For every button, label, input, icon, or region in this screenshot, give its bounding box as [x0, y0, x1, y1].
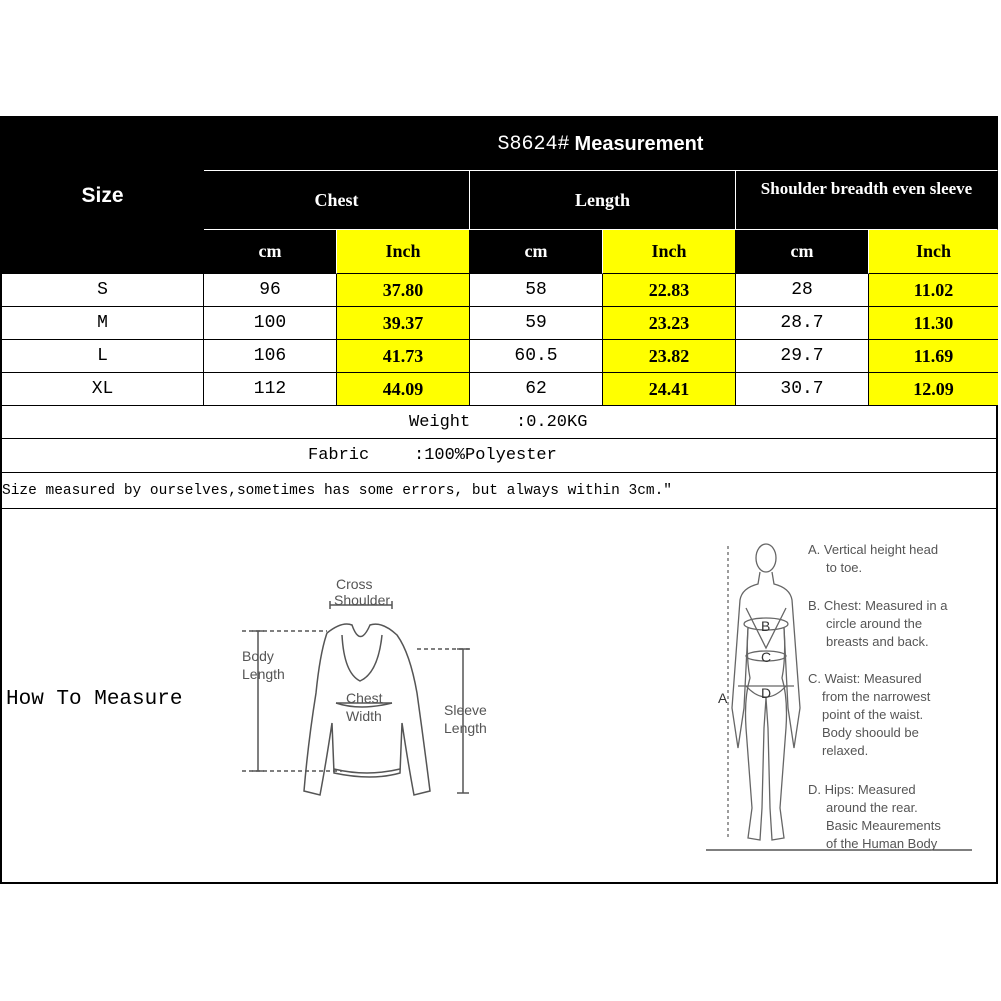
sleeve-length-label-2: Length	[444, 720, 487, 736]
row-m-size	[2, 307, 204, 340]
note-d-line: D. Hips: Measured	[808, 782, 916, 797]
weight-value: :0.20KG	[516, 412, 588, 432]
group-shoulder	[736, 171, 998, 230]
row-xl-size	[2, 373, 204, 406]
row-xl-shoulder-inch	[869, 373, 998, 406]
cell-value: 62	[525, 379, 547, 399]
title-code: S8624#	[497, 132, 570, 156]
unit-length-inch	[603, 230, 736, 274]
note-c-line: Body shoould be	[822, 725, 919, 740]
table-title	[204, 118, 998, 171]
row-xl-length-cm	[470, 373, 603, 406]
row-l-length-inch	[603, 340, 736, 373]
cell-value: 28.7	[780, 313, 824, 333]
cell-value: 106	[253, 346, 287, 366]
size-label: L	[97, 346, 108, 366]
cell-value: 112	[253, 379, 287, 399]
row-s-shoulder-cm	[736, 274, 869, 307]
letter-c: C	[761, 649, 772, 665]
cross-shoulder-label-1: Cross	[336, 576, 373, 592]
unit-chest-cm	[204, 230, 337, 274]
fabric-row	[2, 439, 998, 473]
cell-value: 44.09	[382, 378, 424, 399]
note-d-line: Basic Meaurements	[826, 818, 941, 833]
cell-value: 30.7	[780, 379, 824, 399]
size-label: S	[97, 280, 108, 300]
row-l-chest-inch	[337, 340, 470, 373]
row-xl-chest-cm	[204, 373, 337, 406]
row-l-chest-cm	[204, 340, 337, 373]
row-xl-length-inch	[603, 373, 736, 406]
unit-label: cm	[258, 241, 282, 261]
garment-diagram	[232, 573, 512, 813]
row-s-shoulder-inch	[869, 274, 998, 307]
chest-width-label-1: Chest	[346, 690, 383, 706]
row-m-chest-inch	[337, 307, 470, 340]
row-l-shoulder-cm	[736, 340, 869, 373]
group-length-label: Length	[574, 189, 630, 210]
size-header-label: Size	[81, 183, 124, 207]
row-m-length-cm	[470, 307, 603, 340]
weight-row	[2, 406, 998, 439]
note-c-line: relaxed.	[822, 743, 869, 758]
letter-b: B	[761, 618, 771, 634]
row-m-shoulder-cm	[736, 307, 869, 340]
group-shoulder-label: Shoulder breadth even sleeve	[760, 179, 973, 198]
unit-shoulder-cm	[736, 230, 869, 274]
cell-value: 12.09	[913, 378, 954, 399]
cell-value: 28	[791, 280, 813, 300]
cell-value: 11.02	[913, 279, 954, 300]
note-c-line: point of the waist.	[822, 707, 924, 722]
row-m-chest-cm	[204, 307, 337, 340]
cell-value: 22.83	[648, 279, 690, 300]
group-length	[470, 171, 736, 230]
letter-d: D	[761, 685, 772, 701]
note-b-line: breasts and back.	[826, 634, 929, 649]
disclaimer-text: Size measured by ourselves,sometimes has some errors, but always within 3cm."	[2, 482, 673, 499]
unit-label: cm	[790, 241, 814, 261]
cell-value: 59	[525, 313, 547, 333]
note-c-line: C. Waist: Measured	[808, 671, 922, 686]
how-to-measure-label: How To Measure	[6, 688, 183, 711]
note-a-line: A. Vertical height head	[808, 542, 939, 557]
note-d-line: around the rear.	[826, 800, 918, 815]
row-l-shoulder-inch	[869, 340, 998, 373]
cell-value: 24.41	[648, 378, 690, 399]
unit-label: Inch	[651, 241, 687, 261]
sleeve-length-label-1: Sleeve	[444, 702, 487, 718]
disclaimer-row	[2, 473, 998, 509]
cell-value: 58	[525, 280, 547, 300]
note-b-line: B. Chest: Measured in a	[808, 598, 948, 613]
unit-chest-inch	[337, 230, 470, 274]
title-word: Measurement	[574, 132, 704, 155]
cell-value: 23.82	[648, 345, 690, 366]
row-l-length-cm	[470, 340, 603, 373]
cell-value: 29.7	[780, 346, 824, 366]
unit-label: Inch	[385, 241, 421, 261]
note-a-line: to toe.	[826, 560, 863, 575]
row-s-length-cm	[470, 274, 603, 307]
cell-value: 39.37	[382, 312, 424, 333]
unit-length-cm	[470, 230, 603, 274]
body-length-label-2: Length	[242, 666, 285, 682]
row-s-length-inch	[603, 274, 736, 307]
body-length-label-1: Body	[242, 648, 274, 664]
row-m-length-inch	[603, 307, 736, 340]
fabric-label: Fabric	[308, 446, 370, 465]
cell-value: 11.30	[913, 312, 954, 333]
row-m-shoulder-inch	[869, 307, 998, 340]
fabric-value: :100%Polyester	[414, 446, 557, 465]
unit-label: cm	[524, 241, 548, 261]
unit-label: Inch	[915, 241, 951, 261]
cell-value: 60.5	[514, 346, 558, 366]
weight-label: Weight	[409, 412, 471, 432]
cell-value: 96	[259, 280, 281, 300]
row-xl-shoulder-cm	[736, 373, 869, 406]
row-s-chest-cm	[204, 274, 337, 307]
group-chest-label: Chest	[314, 189, 359, 210]
letter-a: A	[718, 690, 728, 706]
cell-value: 37.80	[382, 279, 424, 300]
row-xl-chest-inch	[337, 373, 470, 406]
group-chest	[204, 171, 470, 230]
cell-value: 11.69	[913, 345, 954, 366]
cell-value: 41.73	[382, 345, 424, 366]
size-label: XL	[91, 379, 114, 399]
cell-value: 23.23	[648, 312, 690, 333]
row-s-size	[2, 274, 204, 307]
note-c-line: from the narrowest	[822, 689, 931, 704]
note-d-line: of the Human Body	[826, 836, 938, 851]
size-header	[2, 118, 204, 274]
row-s-chest-inch	[337, 274, 470, 307]
size-chart	[0, 116, 998, 884]
size-label: M	[97, 313, 108, 333]
unit-shoulder-inch	[869, 230, 998, 274]
cell-value: 100	[253, 313, 287, 333]
row-l-size	[2, 340, 204, 373]
note-b-line: circle around the	[826, 616, 923, 631]
cross-shoulder-label-2: Shoulder	[334, 592, 391, 608]
chest-width-label-2: Width	[346, 708, 382, 724]
body-figure	[702, 538, 982, 863]
